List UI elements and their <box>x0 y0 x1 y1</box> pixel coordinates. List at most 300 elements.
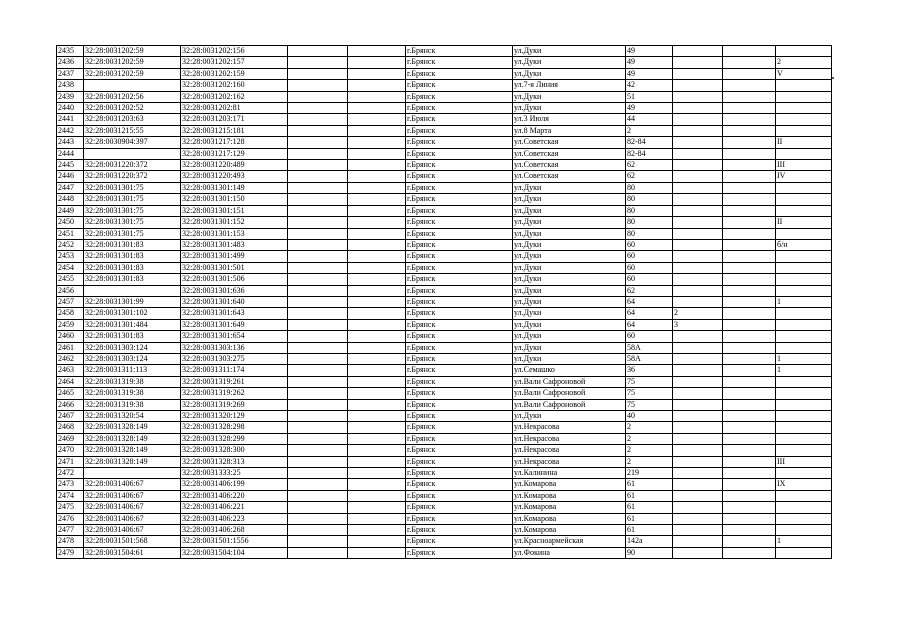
cell-street: ул.Красноармейская <box>513 536 626 547</box>
cell-city: г.Брянск <box>406 285 513 296</box>
cell-street: ул.Вали Сафроновой <box>513 376 626 387</box>
cell-unit: V <box>776 68 832 79</box>
cell-parcel-number: 32:28:0031311:113 <box>84 365 181 376</box>
cell-col-5 <box>348 411 406 422</box>
cell-street: ул.Советская <box>513 137 626 148</box>
cell-house: 75 <box>626 399 673 410</box>
table-row <box>57 296 832 307</box>
cell-col-10 <box>723 194 776 205</box>
cell-col-4 <box>288 468 348 479</box>
cell-col-5 <box>348 342 406 353</box>
cell-unit <box>776 262 832 273</box>
cell-row-number: 2439 <box>57 91 84 102</box>
cell-col-10 <box>723 251 776 262</box>
table-row <box>57 285 832 296</box>
cell-house: 62 <box>626 285 673 296</box>
cell-col-10 <box>723 262 776 273</box>
cell-row-number: 2438 <box>57 80 84 91</box>
cell-house: 61 <box>626 513 673 524</box>
cell-building <box>673 239 723 250</box>
cell-house: 62 <box>626 171 673 182</box>
cell-house: 61 <box>626 525 673 536</box>
cell-house: 64 <box>626 319 673 330</box>
cell-row-number: 2442 <box>57 125 84 136</box>
cell-col-10 <box>723 502 776 513</box>
cell-col-4 <box>288 262 348 273</box>
cell-col-4 <box>288 217 348 228</box>
cell-col-5 <box>348 479 406 490</box>
cell-col-5 <box>348 160 406 171</box>
cell-row-number: 2477 <box>57 525 84 536</box>
cell-row-number: 2437 <box>57 68 84 79</box>
cell-unit <box>776 91 832 102</box>
cell-unit <box>776 46 832 57</box>
cell-street: ул.Дуки <box>513 251 626 262</box>
table-row <box>57 80 832 91</box>
cell-parcel-number: 32:28:0031303:124 <box>84 353 181 364</box>
cell-street: ул.Дуки <box>513 308 626 319</box>
cell-unit <box>776 319 832 330</box>
cell-building <box>673 445 723 456</box>
cell-house: 64 <box>626 308 673 319</box>
cell-row-number: 2453 <box>57 251 84 262</box>
cell-object-number: 32:28:0031303:136 <box>181 342 288 353</box>
cell-object-number: 32:28:0031202:157 <box>181 57 288 68</box>
cell-street: ул.Комарова <box>513 479 626 490</box>
cell-col-4 <box>288 525 348 536</box>
table-row <box>57 57 832 68</box>
cell-col-10 <box>723 468 776 479</box>
cell-col-4 <box>288 285 348 296</box>
cell-col-4 <box>288 365 348 376</box>
cell-parcel-number: 32:28:0031406:67 <box>84 525 181 536</box>
cell-col-5 <box>348 353 406 364</box>
cell-object-number: 32:28:0031319:262 <box>181 388 288 399</box>
cell-col-10 <box>723 228 776 239</box>
cell-city: г.Брянск <box>406 536 513 547</box>
cell-city: г.Брянск <box>406 365 513 376</box>
cell-building <box>673 262 723 273</box>
cell-col-10 <box>723 399 776 410</box>
cell-row-number: 2444 <box>57 148 84 159</box>
cell-city: г.Брянск <box>406 160 513 171</box>
table-row <box>57 490 832 501</box>
cell-parcel-number: 32:28:0031301:75 <box>84 194 181 205</box>
cell-unit: III <box>776 160 832 171</box>
cell-row-number: 2451 <box>57 228 84 239</box>
table-row <box>57 342 832 353</box>
table-row <box>57 137 832 148</box>
cell-city: г.Брянск <box>406 319 513 330</box>
cell-object-number: 32:28:0031303:275 <box>181 353 288 364</box>
cell-street: ул.Дуки <box>513 353 626 364</box>
cell-street: ул.7-я Линия <box>513 80 626 91</box>
cell-col-10 <box>723 148 776 159</box>
cell-house: 58А <box>626 342 673 353</box>
cell-unit <box>776 525 832 536</box>
cell-unit <box>776 182 832 193</box>
cell-object-number: 32:28:0031301:483 <box>181 239 288 250</box>
cell-col-5 <box>348 445 406 456</box>
cell-parcel-number: 32:28:0031504:61 <box>84 547 181 558</box>
table-row <box>57 274 832 285</box>
cell-col-10 <box>723 422 776 433</box>
cell-parcel-number: 32:28:0031301:75 <box>84 182 181 193</box>
cell-col-5 <box>348 251 406 262</box>
cell-street: ул.Дуки <box>513 91 626 102</box>
cell-object-number: 32:28:0031406:199 <box>181 479 288 490</box>
cell-city: г.Брянск <box>406 103 513 114</box>
cell-col-5 <box>348 490 406 501</box>
cell-street: ул.Дуки <box>513 57 626 68</box>
cell-col-5 <box>348 525 406 536</box>
cell-city: г.Брянск <box>406 376 513 387</box>
table-row <box>57 239 832 250</box>
cell-row-number: 2466 <box>57 399 84 410</box>
cell-unit <box>776 468 832 479</box>
cell-row-number: 2447 <box>57 182 84 193</box>
cell-city: г.Брянск <box>406 468 513 479</box>
cell-col-10 <box>723 68 776 79</box>
cell-col-10 <box>723 182 776 193</box>
cell-house: 75 <box>626 388 673 399</box>
cell-col-10 <box>723 57 776 68</box>
cell-object-number: 32:28:0031301:654 <box>181 331 288 342</box>
cell-parcel-number: 32:28:0031328:149 <box>84 422 181 433</box>
cell-col-4 <box>288 433 348 444</box>
cell-city: г.Брянск <box>406 57 513 68</box>
cell-parcel-number: 32:28:0031303:124 <box>84 342 181 353</box>
cell-unit <box>776 342 832 353</box>
cell-row-number: 2462 <box>57 353 84 364</box>
cell-city: г.Брянск <box>406 68 513 79</box>
cell-city: г.Брянск <box>406 547 513 558</box>
cell-city: г.Брянск <box>406 513 513 524</box>
cell-col-5 <box>348 296 406 307</box>
cell-house: 49 <box>626 46 673 57</box>
cell-city: г.Брянск <box>406 490 513 501</box>
cell-row-number: 2471 <box>57 456 84 467</box>
cell-col-4 <box>288 388 348 399</box>
table-row <box>57 251 832 262</box>
cell-city: г.Брянск <box>406 399 513 410</box>
cell-street: ул.Дуки <box>513 262 626 273</box>
table-row <box>57 262 832 273</box>
cell-row-number: 2467 <box>57 411 84 422</box>
cell-building <box>673 399 723 410</box>
cell-object-number: 32:28:0031220:493 <box>181 171 288 182</box>
cell-col-5 <box>348 68 406 79</box>
cell-row-number: 2470 <box>57 445 84 456</box>
cell-street: ул.Дуки <box>513 274 626 285</box>
cell-city: г.Брянск <box>406 125 513 136</box>
cell-city: г.Брянск <box>406 114 513 125</box>
cell-col-4 <box>288 114 348 125</box>
cell-col-10 <box>723 137 776 148</box>
cell-col-5 <box>348 388 406 399</box>
cell-object-number: 32:28:0031406:221 <box>181 502 288 513</box>
cell-col-4 <box>288 319 348 330</box>
cell-street: ул.Комарова <box>513 502 626 513</box>
cell-parcel-number: 32:28:0031202:52 <box>84 103 181 114</box>
cell-parcel-number: 32:28:0031328:149 <box>84 456 181 467</box>
table-row <box>57 513 832 524</box>
cell-col-5 <box>348 365 406 376</box>
cell-city: г.Брянск <box>406 331 513 342</box>
cell-unit <box>776 285 832 296</box>
table-row <box>57 103 832 114</box>
cell-unit <box>776 388 832 399</box>
cell-object-number: 32:28:0031328:298 <box>181 422 288 433</box>
table-row <box>57 114 832 125</box>
cell-row-number: 2459 <box>57 319 84 330</box>
cell-col-10 <box>723 479 776 490</box>
cell-object-number: 32:28:0031504:104 <box>181 547 288 558</box>
cell-col-4 <box>288 479 348 490</box>
cell-city: г.Брянск <box>406 353 513 364</box>
cell-house: 60 <box>626 262 673 273</box>
cell-col-4 <box>288 308 348 319</box>
cell-building <box>673 513 723 524</box>
cell-row-number: 2443 <box>57 137 84 148</box>
cell-unit <box>776 422 832 433</box>
cell-col-10 <box>723 456 776 467</box>
table-row <box>57 217 832 228</box>
cell-col-5 <box>348 502 406 513</box>
cell-house: 2 <box>626 422 673 433</box>
cell-house: 219 <box>626 468 673 479</box>
cell-parcel-number: 32:28:0031406:67 <box>84 513 181 524</box>
cell-col-5 <box>348 80 406 91</box>
cell-col-4 <box>288 513 348 524</box>
cell-col-10 <box>723 80 776 91</box>
cell-city: г.Брянск <box>406 411 513 422</box>
cell-street: ул.Дуки <box>513 46 626 57</box>
cell-house: 51 <box>626 91 673 102</box>
cell-building <box>673 114 723 125</box>
cell-object-number: 32:28:0031328:299 <box>181 433 288 444</box>
cell-building <box>673 137 723 148</box>
cell-object-number: 32:28:0031202:160 <box>181 80 288 91</box>
cell-col-5 <box>348 182 406 193</box>
cell-col-10 <box>723 536 776 547</box>
cell-object-number: 32:28:0031301:152 <box>181 217 288 228</box>
cell-house: 60 <box>626 251 673 262</box>
cell-building <box>673 479 723 490</box>
cell-col-5 <box>348 308 406 319</box>
cell-street: ул.Вали Сафроновой <box>513 388 626 399</box>
cell-unit: III <box>776 456 832 467</box>
cell-unit: 1 <box>776 296 832 307</box>
cell-street: ул.Дуки <box>513 319 626 330</box>
cell-city: г.Брянск <box>406 479 513 490</box>
cell-street: ул.Дуки <box>513 182 626 193</box>
cell-unit <box>776 411 832 422</box>
cell-col-4 <box>288 205 348 216</box>
cell-col-5 <box>348 468 406 479</box>
cell-col-5 <box>348 547 406 558</box>
cell-col-4 <box>288 228 348 239</box>
cell-street: ул.Некрасова <box>513 433 626 444</box>
cell-city: г.Брянск <box>406 194 513 205</box>
cell-street: ул.Некрасова <box>513 445 626 456</box>
cell-col-5 <box>348 103 406 114</box>
cell-col-5 <box>348 125 406 136</box>
cell-city: г.Брянск <box>406 217 513 228</box>
cell-parcel-number: 32:28:0031202:59 <box>84 57 181 68</box>
cell-row-number: 2465 <box>57 388 84 399</box>
cell-col-5 <box>348 285 406 296</box>
cell-col-4 <box>288 46 348 57</box>
cell-col-4 <box>288 536 348 547</box>
cell-building <box>673 502 723 513</box>
table-row <box>57 365 832 376</box>
cell-col-4 <box>288 547 348 558</box>
cell-col-4 <box>288 194 348 205</box>
cell-unit <box>776 194 832 205</box>
cell-col-10 <box>723 547 776 558</box>
cell-parcel-number <box>84 80 181 91</box>
cell-col-5 <box>348 262 406 273</box>
table-row <box>57 445 832 456</box>
cell-building <box>673 46 723 57</box>
cell-row-number: 2455 <box>57 274 84 285</box>
cell-house: 61 <box>626 490 673 501</box>
cell-building <box>673 547 723 558</box>
table-row <box>57 399 832 410</box>
cell-col-4 <box>288 91 348 102</box>
scan-speck <box>832 77 834 79</box>
cell-house: 61 <box>626 502 673 513</box>
cell-building <box>673 411 723 422</box>
cell-city: г.Брянск <box>406 262 513 273</box>
cell-street: ул.Дуки <box>513 228 626 239</box>
cell-city: г.Брянск <box>406 171 513 182</box>
table-row <box>57 46 832 57</box>
cell-city: г.Брянск <box>406 274 513 285</box>
cell-row-number: 2475 <box>57 502 84 513</box>
cell-house: 80 <box>626 194 673 205</box>
cell-col-10 <box>723 445 776 456</box>
cell-col-5 <box>348 319 406 330</box>
cell-col-10 <box>723 388 776 399</box>
cell-building <box>673 103 723 114</box>
cell-unit <box>776 103 832 114</box>
cell-col-5 <box>348 217 406 228</box>
cell-parcel-number: 32:28:0031319:38 <box>84 388 181 399</box>
cell-row-number: 2463 <box>57 365 84 376</box>
cell-unit <box>776 399 832 410</box>
cell-street: ул.Комарова <box>513 525 626 536</box>
cell-row-number: 2452 <box>57 239 84 250</box>
cell-building <box>673 490 723 501</box>
table-row <box>57 91 832 102</box>
cell-col-10 <box>723 365 776 376</box>
cell-row-number: 2460 <box>57 331 84 342</box>
cell-unit: II <box>776 137 832 148</box>
cell-col-4 <box>288 502 348 513</box>
cell-row-number: 2445 <box>57 160 84 171</box>
cell-building <box>673 160 723 171</box>
cell-col-5 <box>348 171 406 182</box>
cell-row-number: 2457 <box>57 296 84 307</box>
cell-unit <box>776 80 832 91</box>
cell-row-number: 2436 <box>57 57 84 68</box>
cell-col-4 <box>288 342 348 353</box>
cell-house: 80 <box>626 228 673 239</box>
cell-object-number: 32:28:0031301:151 <box>181 205 288 216</box>
cell-building <box>673 182 723 193</box>
cell-building <box>673 365 723 376</box>
cell-building <box>673 376 723 387</box>
cell-object-number: 32:28:0031406:268 <box>181 525 288 536</box>
cell-col-4 <box>288 399 348 410</box>
cell-parcel-number: 32:28:0031301:75 <box>84 205 181 216</box>
cell-object-number: 32:28:0031301:153 <box>181 228 288 239</box>
cell-house: 2 <box>626 456 673 467</box>
cell-house: 36 <box>626 365 673 376</box>
cell-col-5 <box>348 114 406 125</box>
cell-city: г.Брянск <box>406 46 513 57</box>
cell-col-10 <box>723 205 776 216</box>
cell-building <box>673 125 723 136</box>
table-row <box>57 171 832 182</box>
table-row <box>57 148 832 159</box>
cell-parcel-number: 32:28:0031301:75 <box>84 228 181 239</box>
cell-object-number: 32:28:0031301:506 <box>181 274 288 285</box>
table-row <box>57 411 832 422</box>
cell-house: 61 <box>626 479 673 490</box>
cell-row-number: 2441 <box>57 114 84 125</box>
cell-unit <box>776 251 832 262</box>
cell-street: ул.Некрасова <box>513 456 626 467</box>
document-sheet <box>56 45 832 559</box>
cell-city: г.Брянск <box>406 239 513 250</box>
table-row <box>57 68 832 79</box>
cell-house: 60 <box>626 274 673 285</box>
cell-row-number: 2440 <box>57 103 84 114</box>
table-row <box>57 388 832 399</box>
cell-city: г.Брянск <box>406 456 513 467</box>
cell-unit <box>776 205 832 216</box>
cell-col-4 <box>288 148 348 159</box>
table-row <box>57 308 832 319</box>
cell-row-number: 2468 <box>57 422 84 433</box>
cell-col-5 <box>348 274 406 285</box>
cell-unit <box>776 502 832 513</box>
cell-city: г.Брянск <box>406 308 513 319</box>
cell-parcel-number: 32:28:0031319:38 <box>84 399 181 410</box>
cell-city: г.Брянск <box>406 342 513 353</box>
cell-street: ул.8 Марта <box>513 125 626 136</box>
cell-object-number: 32:28:0031202:159 <box>181 68 288 79</box>
cell-parcel-number: 32:28:0031301:83 <box>84 262 181 273</box>
cell-street: ул.Дуки <box>513 342 626 353</box>
cell-object-number: 32:28:0031301:150 <box>181 194 288 205</box>
cell-object-number: 32:28:0031202:162 <box>181 91 288 102</box>
cell-unit: 1 <box>776 536 832 547</box>
cell-col-10 <box>723 353 776 364</box>
cell-house: 64 <box>626 296 673 307</box>
cell-row-number: 2472 <box>57 468 84 479</box>
cell-object-number: 32:28:0031202:156 <box>181 46 288 57</box>
cell-building: 2 <box>673 308 723 319</box>
cell-col-4 <box>288 296 348 307</box>
cell-col-10 <box>723 342 776 353</box>
cell-house: 80 <box>626 182 673 193</box>
cell-building <box>673 468 723 479</box>
cell-parcel-number: 32:28:0031406:67 <box>84 490 181 501</box>
